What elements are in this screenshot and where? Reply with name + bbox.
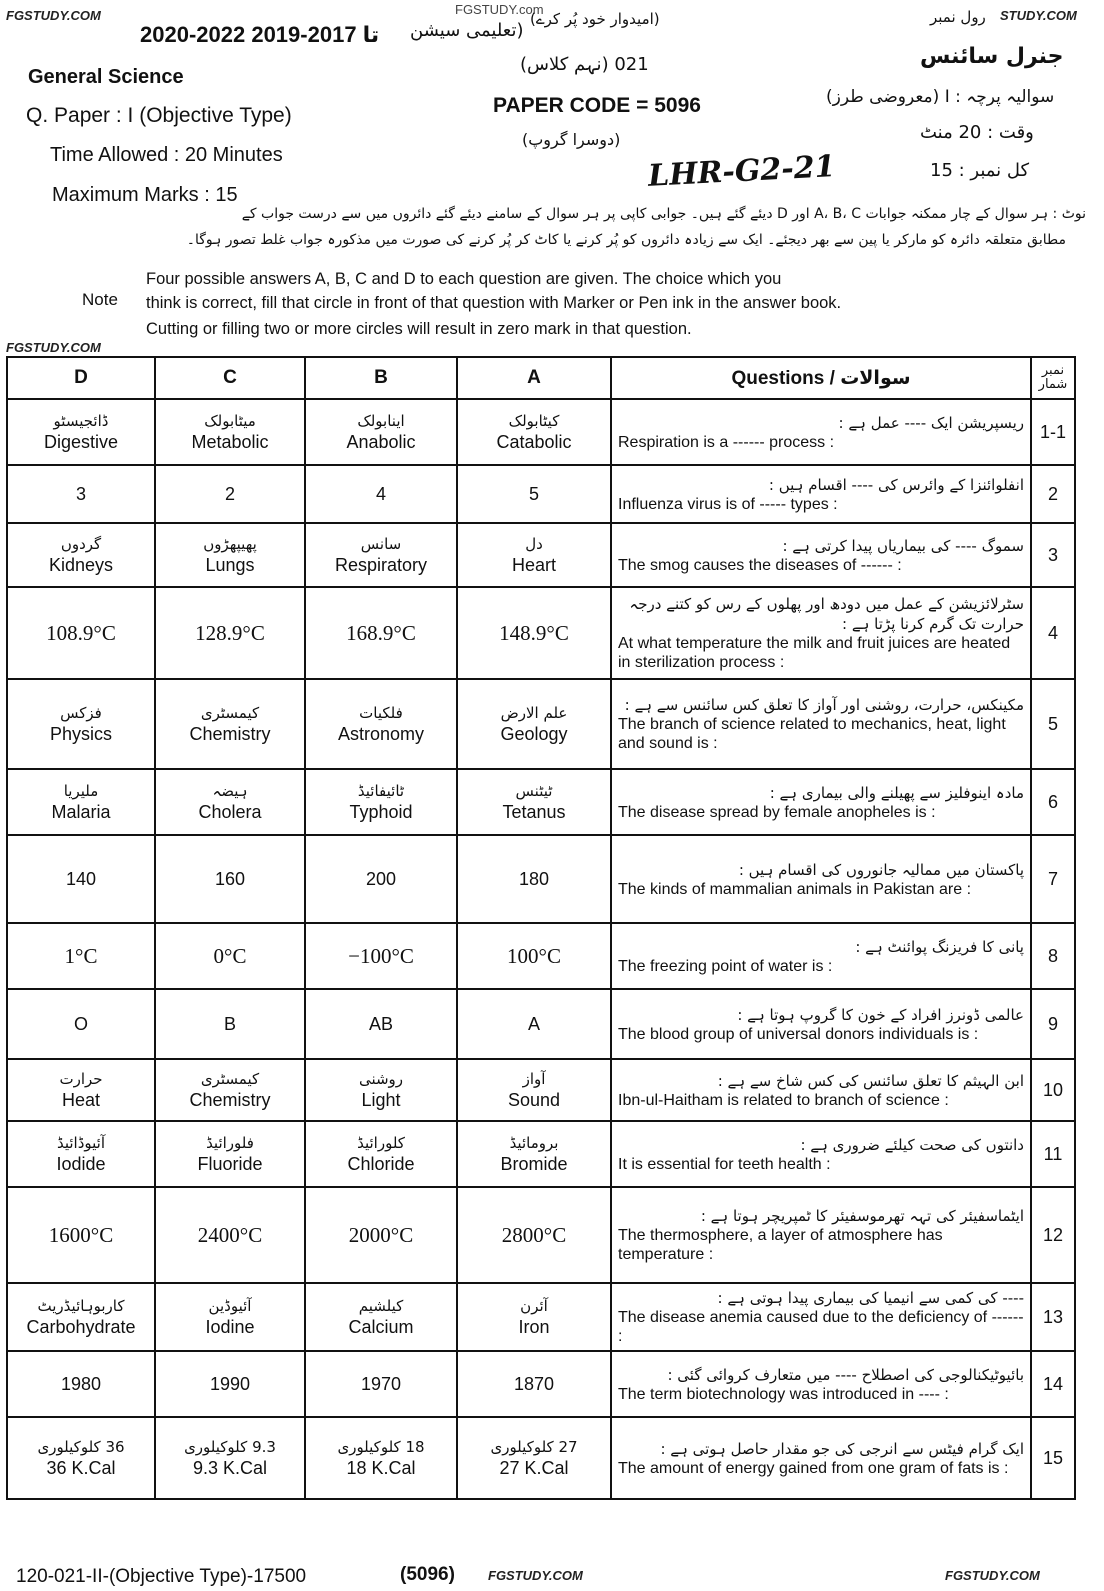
option-a-text: Heart — [511, 555, 556, 575]
option-c-cell — [155, 1351, 305, 1417]
question-number: 14 — [1031, 1351, 1075, 1417]
option-c-text: 0°C — [213, 944, 247, 968]
question-number: 11 — [1031, 1121, 1075, 1187]
option-b-cell — [305, 923, 457, 989]
option-a-text: Iron — [518, 1317, 550, 1337]
option-a-cell — [457, 679, 611, 769]
option-a-text: Bromide — [500, 1154, 568, 1174]
option-c-cell — [155, 1187, 305, 1283]
option-d-text: 3 — [75, 484, 86, 504]
option-a-urdu: برومائیڈ — [509, 1134, 559, 1152]
option-d-text: 108.9°C — [46, 621, 116, 645]
instructions-english-line3: Cutting or filling two or more circles will result in zero mark in that question. — [146, 320, 692, 338]
option-c-cell — [155, 1059, 305, 1121]
option-d-text: Malaria — [51, 802, 111, 822]
option-c-cell — [155, 399, 305, 465]
question-cell — [611, 523, 1031, 587]
option-d-text: Iodide — [56, 1154, 106, 1174]
option-c-cell — [155, 989, 305, 1059]
question-english: The amount of energy gained from one gram of fats is : — [618, 1459, 1009, 1477]
table-row — [7, 679, 1075, 769]
question-english: Respiration is a ------ process : — [618, 433, 835, 451]
option-b-urdu: فلکیات — [359, 704, 403, 722]
question-english: The disease anemia caused due to the deficiency of ------ : — [618, 1309, 1024, 1345]
option-c-text: Iodine — [205, 1317, 255, 1337]
option-d-text: Kidneys — [48, 555, 114, 575]
option-d-text: O — [73, 1014, 88, 1034]
option-b-cell — [305, 465, 457, 523]
option-a-text: A — [527, 1014, 540, 1034]
question-english: The smog causes the diseases of ------ : — [618, 556, 902, 574]
header-option-a: A — [457, 357, 611, 399]
option-d-urdu: آئیوڈائیڈ — [56, 1134, 106, 1152]
subject-title-urdu: جنرل سائنس — [920, 44, 1064, 69]
table-header — [7, 357, 1075, 399]
option-c-cell — [155, 835, 305, 923]
table-row — [7, 923, 1075, 989]
option-b-text: Typhoid — [349, 802, 413, 822]
option-b-text: 2000°C — [348, 1223, 414, 1247]
question-number: 4 — [1031, 587, 1075, 679]
time-allowed: Time Allowed : 20 Minutes — [50, 144, 283, 166]
option-b-cell — [305, 835, 457, 923]
watermark: FGSTUDY.com — [455, 2, 544, 17]
question-number: 6 — [1031, 769, 1075, 835]
option-a-cell — [457, 399, 611, 465]
option-c-text: 2 — [224, 484, 235, 504]
option-b-urdu: ٹائیفائیڈ — [357, 782, 405, 800]
option-c-urdu: فلورائیڈ — [206, 1134, 254, 1152]
question-english: The freezing point of water is : — [618, 957, 833, 975]
instructions-english-line2: think is correct, fill that circle in front of that question with Marker or Pen ink in the answer book. — [146, 294, 842, 312]
option-c-cell — [155, 523, 305, 587]
candidate-note: (امیدوار خود پُر کرے) — [530, 10, 660, 28]
option-d-text: Digestive — [43, 432, 119, 452]
option-b-cell — [305, 679, 457, 769]
option-d-urdu: کاربوہائیڈریٹ — [37, 1297, 125, 1315]
option-b-cell — [305, 1121, 457, 1187]
option-b-cell — [305, 989, 457, 1059]
option-b-cell — [305, 399, 457, 465]
watermark: FGSTUDY.COM — [945, 1568, 1040, 1583]
option-b-text: Chloride — [347, 1154, 415, 1174]
maximum-marks: Maximum Marks : 15 — [52, 184, 238, 206]
option-c-text: 2400°C — [197, 1223, 263, 1247]
option-b-text: Respiratory — [334, 555, 428, 575]
session-label: (تعلیمی سیشن — [410, 20, 524, 41]
option-a-urdu: کیٹابولک — [508, 412, 560, 430]
table-row — [7, 587, 1075, 679]
option-b-cell — [305, 1283, 457, 1351]
question-english: The blood group of universal donors individuals is : — [618, 1025, 979, 1043]
question-number: 10 — [1031, 1059, 1075, 1121]
question-english: Influenza virus is of ----- types : — [618, 495, 838, 513]
question-urdu: سٹرلائزیشن کے عمل میں دودھ اور پھلوں کے رس کو کتنے درجہ حرارت تک گرم کرنا پڑتا ہے : — [629, 595, 1024, 633]
option-d-text: Physics — [49, 724, 112, 744]
session-years: 2020-2022 تا 2017-2019 — [140, 22, 380, 47]
option-a-text: 148.9°C — [499, 621, 569, 645]
option-b-cell — [305, 1351, 457, 1417]
option-d-cell — [7, 1059, 155, 1121]
option-c-cell — [155, 923, 305, 989]
table-row — [7, 835, 1075, 923]
option-a-urdu: ٹیٹنس — [515, 782, 553, 800]
option-d-cell — [7, 1283, 155, 1351]
watermark: FGSTUDY.COM — [6, 340, 101, 355]
option-c-urdu: میٹابولک — [204, 412, 256, 430]
question-cell — [611, 399, 1031, 465]
option-c-text: 9.3 K.Cal — [192, 1458, 268, 1478]
question-number: 13 — [1031, 1283, 1075, 1351]
question-number: 1-1 — [1031, 399, 1075, 465]
question-urdu: ایٹماسفیئر کی تہہ تھرموسفیئر کا ٹمپریچر ہوتا ہے : — [700, 1207, 1024, 1225]
option-c-text: Chemistry — [189, 1090, 271, 1110]
option-a-text: Tetanus — [502, 802, 566, 822]
option-c-text: B — [223, 1014, 236, 1034]
option-c-urdu: پھیپھڑوں — [203, 535, 257, 553]
option-b-urdu: روشنی — [358, 1070, 404, 1088]
footer-paper-code: (5096) — [400, 1564, 455, 1585]
question-cell — [611, 679, 1031, 769]
option-d-cell — [7, 465, 155, 523]
option-d-cell — [7, 679, 155, 769]
option-d-text: 36 K.Cal — [46, 1458, 116, 1478]
option-c-text: 1990 — [209, 1374, 251, 1394]
maximum-marks-urdu: کل نمبر : 15 — [930, 160, 1030, 181]
option-b-text: Anabolic — [346, 432, 416, 452]
option-a-cell — [457, 523, 611, 587]
option-a-text: Geology — [500, 724, 568, 744]
question-urdu: انفلوائنزا کے وائرس کی ---- اقسام ہیں : — [768, 475, 1024, 494]
option-d-urdu: ملیریا — [63, 782, 99, 800]
table-row — [7, 1187, 1075, 1283]
handwritten-code: LHR-G2-21 — [647, 149, 837, 194]
question-urdu: سموگ ---- کی بیماریاں پیدا کرتی ہے : — [782, 536, 1024, 555]
question-cell — [611, 587, 1031, 679]
option-a-text: 180 — [518, 869, 550, 889]
question-english: The thermosphere, a layer of atmosphere has temperature : — [618, 1227, 943, 1263]
option-d-cell — [7, 523, 155, 587]
option-c-text: 160 — [214, 869, 246, 889]
question-number: 3 — [1031, 523, 1075, 587]
option-c-cell — [155, 679, 305, 769]
option-b-text: 18 K.Cal — [346, 1458, 416, 1478]
option-b-urdu: کیلشیم — [358, 1297, 404, 1315]
question-cell — [611, 1283, 1031, 1351]
option-d-cell — [7, 835, 155, 923]
option-a-cell — [457, 1059, 611, 1121]
option-a-cell — [457, 835, 611, 923]
question-urdu: ریسپریشن ایک ---- عمل ہے : — [838, 413, 1024, 432]
option-d-text: 1980 — [60, 1374, 102, 1394]
question-cell — [611, 1351, 1031, 1417]
option-b-text: Calcium — [348, 1317, 414, 1337]
header-questions: Questions / سوالات — [611, 357, 1031, 399]
option-c-cell — [155, 769, 305, 835]
option-c-urdu: کیمسٹری — [200, 704, 260, 722]
option-b-urdu: 18 کلوکیلوری — [337, 1438, 425, 1456]
table-row — [7, 523, 1075, 587]
footer-code: 120-021-II-(Objective Type)-17500 — [16, 1566, 307, 1587]
option-b-cell — [305, 523, 457, 587]
option-a-text: 100°C — [507, 944, 561, 968]
table-row — [7, 1283, 1075, 1351]
question-cell — [611, 989, 1031, 1059]
question-urdu: پانی کا فریزنگ پوائنٹ ہے : — [855, 937, 1024, 956]
question-english: The kinds of mammalian animals in Pakistan are : — [618, 880, 972, 898]
table-row — [7, 769, 1075, 835]
instructions-urdu-line2: مطابق متعلقہ دائرہ کو مارکر یا پین سے بھر دیجئے۔ ایک سے زیادہ دائروں کو پُر کرنے یا کاٹ کر پُر کرنے کی صورت میں مذکورہ جواب غلط تصور ہوگا۔ — [186, 232, 1066, 248]
group-label: (دوسرا گروپ) — [522, 130, 621, 149]
watermark: FGSTUDY.COM — [488, 1568, 583, 1583]
watermark: FGSTUDY.COM — [6, 8, 101, 23]
option-d-text: 1600°C — [48, 1223, 114, 1247]
option-c-urdu: ہیضہ — [212, 782, 248, 800]
option-d-urdu: ڈائجیسٹو — [53, 412, 109, 430]
option-b-text: 4 — [375, 484, 386, 504]
question-urdu: ---- کی کمی سے انیمیا کی بیماری پیدا ہوتی ہے : — [717, 1289, 1024, 1307]
option-d-cell — [7, 1121, 155, 1187]
option-a-text: 2800°C — [501, 1223, 567, 1247]
option-b-text: 168.9°C — [346, 621, 416, 645]
option-d-cell — [7, 399, 155, 465]
question-number: 7 — [1031, 835, 1075, 923]
table-row — [7, 989, 1075, 1059]
time-allowed-urdu: وقت : 20 منٹ — [920, 122, 1034, 143]
option-d-text: Carbohydrate — [26, 1317, 136, 1337]
question-cell — [611, 1187, 1031, 1283]
question-urdu: دانتوں کی صحت کیلئے ضروری ہے : — [800, 1135, 1024, 1154]
question-cell — [611, 1417, 1031, 1499]
option-b-text: 1970 — [360, 1374, 402, 1394]
note-label: Note — [82, 290, 118, 309]
option-a-urdu: آواز — [522, 1070, 546, 1088]
option-b-cell — [305, 1417, 457, 1499]
table-row — [7, 1121, 1075, 1187]
question-urdu: مادہ اینوفلیز سے پھیلنے والی بیماری ہے : — [769, 783, 1024, 802]
option-c-text: 128.9°C — [195, 621, 265, 645]
option-b-text: AB — [368, 1014, 393, 1034]
option-c-cell — [155, 1283, 305, 1351]
option-c-text: Cholera — [198, 802, 262, 822]
option-c-cell — [155, 465, 305, 523]
option-a-text: 5 — [528, 484, 539, 504]
option-d-cell — [7, 1187, 155, 1283]
question-urdu: بائیوٹیکنالوجی کی اصطلاح ---- میں متعارف کروائی گئی : — [667, 1365, 1024, 1384]
option-a-text: Sound — [507, 1090, 561, 1110]
option-b-cell — [305, 769, 457, 835]
option-c-text: Lungs — [205, 555, 255, 575]
question-number: 12 — [1031, 1187, 1075, 1283]
option-b-urdu: سانس — [360, 535, 402, 553]
question-english: The disease spread by female anopheles is : — [618, 803, 936, 821]
question-english: Ibn-ul-Haitham is related to branch of science : — [618, 1091, 949, 1109]
option-a-cell — [457, 1187, 611, 1283]
header-option-d: D — [7, 357, 155, 399]
class-label: 021 (نہم کلاس) — [520, 54, 649, 75]
table-row — [7, 1417, 1075, 1499]
instructions-english-line1: Four possible answers A, B, C and D to each question are given. The choice which you — [146, 270, 782, 288]
option-b-text: 200 — [365, 869, 397, 889]
option-a-cell — [457, 587, 611, 679]
option-d-urdu: 36 کلوکیلوری — [37, 1438, 125, 1456]
question-cell — [611, 1121, 1031, 1187]
table-row — [7, 1059, 1075, 1121]
header-number: نمبر شمار — [1031, 357, 1075, 399]
option-d-cell — [7, 923, 155, 989]
table-row — [7, 399, 1075, 465]
option-b-text: Light — [361, 1090, 401, 1110]
option-c-text: Fluoride — [197, 1154, 263, 1174]
option-a-urdu: 27 کلوکیلوری — [490, 1438, 578, 1456]
option-d-text: 1°C — [64, 944, 98, 968]
option-a-cell — [457, 1417, 611, 1499]
question-english: It is essential for teeth health : — [618, 1155, 831, 1173]
option-c-cell — [155, 1417, 305, 1499]
question-english: The branch of science related to mechanics, heat, light and sound is : — [618, 716, 1006, 752]
option-a-cell — [457, 1121, 611, 1187]
option-d-cell — [7, 769, 155, 835]
option-a-text: 1870 — [513, 1374, 555, 1394]
option-a-urdu: دل — [525, 535, 543, 553]
option-c-text: Metabolic — [191, 432, 269, 452]
question-number: 5 — [1031, 679, 1075, 769]
option-a-urdu: علم الارض — [500, 704, 568, 722]
question-urdu: پاکستان میں ممالیہ جانوروں کی اقسام ہیں : — [738, 860, 1024, 879]
question-cell — [611, 835, 1031, 923]
paper-code: PAPER CODE = 5096 — [493, 94, 701, 117]
question-cell — [611, 465, 1031, 523]
header-option-c: C — [155, 357, 305, 399]
paper-type: Q. Paper : I (Objective Type) — [26, 104, 292, 127]
option-c-cell — [155, 1121, 305, 1187]
subject-title: General Science — [28, 66, 184, 88]
question-number: 15 — [1031, 1417, 1075, 1499]
watermark: STUDY.COM — [1000, 8, 1077, 23]
option-c-urdu: کیمسٹری — [200, 1070, 260, 1088]
question-english: At what temperature the milk and fruit juices are heated in sterilization process : — [618, 635, 1011, 671]
option-a-cell — [457, 465, 611, 523]
question-urdu: مکینکس، حرارت، روشنی اور آواز کا تعلق کس سائنس سے ہے : — [624, 696, 1024, 714]
paper-type-urdu: سوالیہ پرچہ : I (معروضی طرز) — [826, 87, 1055, 107]
questions-table — [6, 356, 1076, 1500]
option-c-cell — [155, 587, 305, 679]
header-option-b: B — [305, 357, 457, 399]
option-a-text: 27 K.Cal — [499, 1458, 569, 1478]
question-cell — [611, 923, 1031, 989]
question-urdu: عالمی ڈونرز افراد کے خون کا گروپ ہوتا ہے : — [737, 1005, 1024, 1024]
question-number: 9 — [1031, 989, 1075, 1059]
question-urdu: ایک گرام فیٹس سے انرجی کی جو مقدار حاصل ہوتی ہے : — [660, 1439, 1024, 1458]
option-d-text: Heat — [61, 1090, 101, 1110]
option-a-cell — [457, 923, 611, 989]
option-d-text: 140 — [65, 869, 97, 889]
option-a-urdu: آئرن — [520, 1297, 548, 1315]
question-urdu: ابن الہیثم کا تعلق سائنس کی کس شاخ سے ہے : — [717, 1071, 1024, 1090]
option-d-cell — [7, 1417, 155, 1499]
option-d-urdu: فزکس — [60, 704, 102, 722]
option-b-text: −100°C — [348, 944, 414, 968]
instructions-urdu-line1: نوٹ : ہر سوال کے چار ممکنہ جوابات A، B، C اور D دیئے گئے ہیں۔ جوابی کاپی پر ہر سوال کے سامنے دیئے گئے دائروں میں سے درست جواب کے — [241, 206, 1086, 222]
option-d-urdu: حرارت — [59, 1070, 103, 1088]
option-b-text: Astronomy — [337, 724, 425, 744]
option-a-cell — [457, 1351, 611, 1417]
option-c-urdu: آئیوڈین — [208, 1297, 252, 1315]
table-row — [7, 465, 1075, 523]
option-d-cell — [7, 587, 155, 679]
option-d-cell — [7, 1351, 155, 1417]
option-b-cell — [305, 1059, 457, 1121]
option-b-urdu: اینابولک — [357, 412, 405, 430]
option-b-cell — [305, 587, 457, 679]
question-number: 2 — [1031, 465, 1075, 523]
option-b-urdu: کلورائیڈ — [357, 1134, 405, 1152]
question-cell — [611, 769, 1031, 835]
option-a-text: Catabolic — [496, 432, 572, 452]
question-cell — [611, 1059, 1031, 1121]
question-english: The term biotechnology was introduced in ---- : — [618, 1385, 949, 1403]
option-d-urdu: گردوں — [60, 535, 102, 553]
table-row — [7, 1351, 1075, 1417]
roll-number-label: رول نمبر — [930, 8, 986, 26]
option-a-cell — [457, 769, 611, 835]
option-c-text: Chemistry — [189, 724, 271, 744]
option-a-cell — [457, 1283, 611, 1351]
option-a-cell — [457, 989, 611, 1059]
question-number: 8 — [1031, 923, 1075, 989]
option-c-urdu: 9.3 کلوکیلوری — [184, 1438, 276, 1456]
option-d-cell — [7, 989, 155, 1059]
option-b-cell — [305, 1187, 457, 1283]
